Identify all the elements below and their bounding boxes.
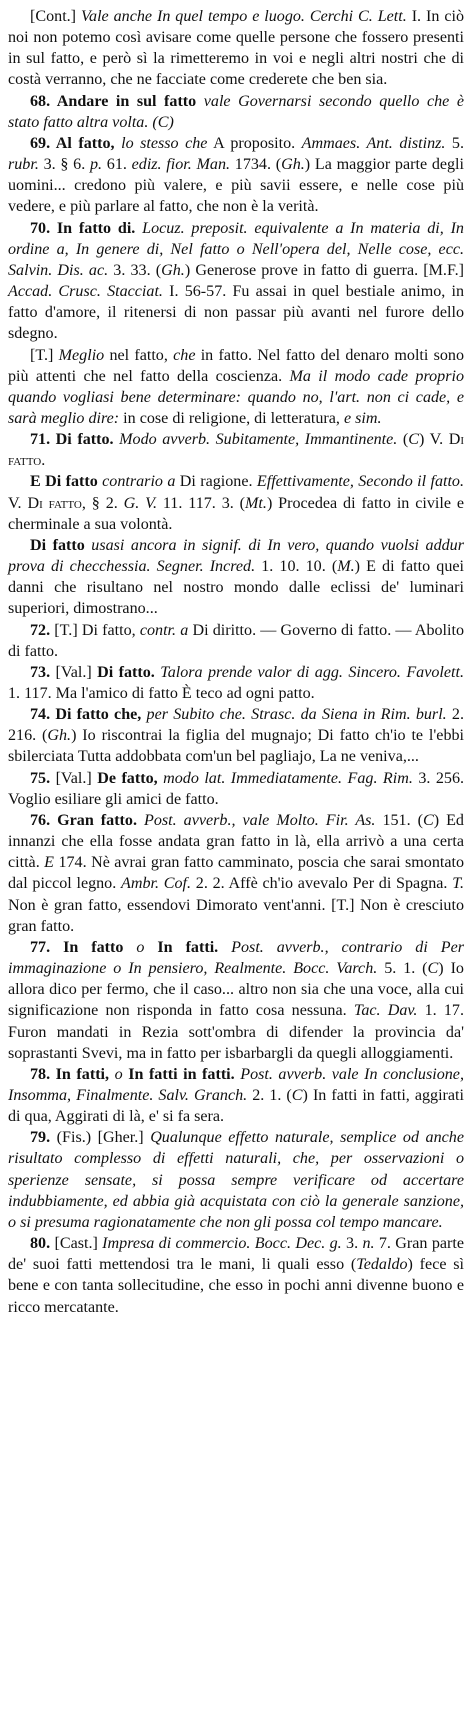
entry-s79-headword: 79.: [30, 1129, 51, 1147]
entry-s79: [8, 1127, 464, 1233]
entry-s69-text: A proposito.: [207, 134, 302, 152]
entry-s80-italic-text: Tedaldo: [356, 1256, 408, 1274]
entry-s78-text: 2. 1. (: [247, 1086, 292, 1104]
entry-s77-text: ) Io allora dico per fermo, che il caso... altro non sia che una voce, alla cui significazione non risponda in fatto cosa nessuna.: [8, 960, 464, 1020]
entry-s73-headword: Di fatto.: [97, 663, 155, 681]
entry-s77: [8, 937, 464, 1064]
entry-s78: [8, 1064, 464, 1127]
entry-s71-cross-ref: Di fatto.: [8, 431, 465, 470]
entry-s71b-italic-text: G. V.: [123, 494, 157, 512]
entry-s76-text: 2. 2. Affè ch'io avevalo Per di Spagna.: [191, 875, 453, 893]
entry-s73-text: [Val.]: [50, 663, 98, 681]
entry-cont-text: [Cont.]: [30, 8, 81, 25]
entry-s71c-italic-text: M.: [337, 558, 355, 576]
entry-s71c-headword: Di fatto: [30, 536, 85, 554]
entry-s68-italic-text: (C): [152, 113, 174, 131]
entry-s71b-text: , § 2.: [81, 494, 124, 512]
entry-s75-headword: 75.: [30, 769, 51, 787]
entry-s72: [8, 620, 464, 662]
entry-s71b-italic-text: Mt.: [245, 494, 267, 512]
entry-s71-text: ) V.: [418, 431, 449, 449]
entry-s74-italic-text: Gh.: [47, 727, 72, 745]
entry-s69-headword: 69. Al fatto,: [30, 134, 115, 152]
entry-cont-italic-text: Vale anche In quel tempo e luogo. Cerchi C. Lett.: [80, 8, 407, 25]
entry-s71c-text: ) E di fatto quei danni che risultano nel nostro mondo dalle eclissi de' luminari superiori, dimostrano...: [8, 558, 464, 618]
entry-s71b-text: V.: [8, 494, 28, 512]
entry-s68-headword: 68. Andare in sul fatto: [30, 92, 197, 110]
entry-s79-italic-text: Qualunque effetto naturale, semplice od anche risultato complesso di effetti naturali, che, per osservazioni o sperienze sensate, si possa sempre verificare od accertare indubbiamente, ed abbia già acquistata con ciò la generale sanzione, o si presuma ragionatamente che non gli possa col tempo mancare.: [8, 1129, 464, 1231]
entry-s74: [8, 704, 464, 767]
entry-s78-italic-text: o: [114, 1065, 123, 1083]
entry-s72-text: Di diritto. — Governo di fatto. — Abolito di fatto.: [8, 621, 464, 660]
entry-s76-text: 174. Nè avrai gran fatto camminato, poscia che sarai smontato dal piccol legno.: [8, 854, 464, 893]
entry-s76-italic-text: E: [44, 854, 55, 872]
entry-s71c-text: 1. 10. 10. (: [255, 558, 338, 576]
entry-s70t-italic-text: Meglio: [58, 346, 105, 364]
entry-s70t-text: in fatto. Nel fatto del denaro molti sono più attenti che nel fatto della coscienza.: [8, 346, 464, 385]
entry-s71c: [8, 535, 464, 620]
entry-s73: [8, 662, 464, 704]
entry-s72-headword: 72.: [30, 621, 51, 639]
entry-s74-text: 2. 216. (: [8, 706, 464, 745]
entry-s70-text: 3. 33. (: [108, 261, 162, 279]
entry-s71-italic-text: Modo avverb. Subitamente, Immantinente.: [119, 431, 398, 449]
entry-s72-text: [T.] Di fatto,: [50, 621, 140, 639]
entry-s70t: [8, 345, 464, 430]
entry-s69-italic-text: lo stesso che: [121, 134, 208, 152]
entry-s80-italic-text: n.: [362, 1235, 375, 1253]
entry-s70-italic-text: Locuz. preposit. equivalente a In materia di, In ordine a, In genere di, Nel fatto o Nell'opera del, Nelle cose, ecc. Salvin. Dis. ac.: [8, 219, 464, 279]
entry-s69-text: 61.: [102, 156, 132, 174]
entry-s70-italic-text: Accad. Crusc. Stacciat.: [8, 283, 163, 301]
entry-s77-headword: 77. In fatto: [30, 938, 124, 956]
entry-s68-text: [196, 93, 204, 110]
entry-s74-headword: 74. Di fatto che,: [30, 706, 142, 724]
entry-s71b-italic-text: Effettivamente, Secondo il fatto.: [256, 473, 465, 491]
entry-s78-headword: 78. In fatti,: [30, 1065, 110, 1083]
entry-s71b-text: ) Procedea di fatto in civile e cherminale a sua volontà.: [8, 494, 464, 533]
entry-s69-italic-text: p.: [89, 156, 103, 174]
entry-s78-italic-text: Post. avverb. vale In conclusione, Insomma, Finalmente. Salv. Granch.: [8, 1065, 464, 1104]
entry-s76-text: Non è gran fatto, essendovi Dimorato vent'anni. [T.] Non è cresciuto gran fatto.: [8, 896, 464, 935]
entry-s75-text: [Val.]: [50, 769, 98, 787]
entry-s70t-italic-text: che: [173, 346, 196, 364]
entry-s71b-italic-text: contrario a: [102, 473, 176, 491]
entry-s70t-italic-text: Ma il modo cade proprio quando vogliasi bene determinare: quando no, l'art. non ci cade, e sarà meglio dire:: [8, 367, 464, 427]
entry-s74-text: ) Io riscontrai la figlia del mugnajo; Di fatto ch'io te l'ebbi sbilerciata Tutta addobbata com'un bel pagliajo, La ne veniva,...: [8, 727, 465, 766]
entry-s69-italic-text: rubr.: [8, 156, 39, 174]
entry-s76-headword: 76. Gran fatto.: [30, 811, 137, 829]
entry-s69-text: 3. § 6.: [38, 156, 90, 174]
entry-s71b-headword: E Di fatto: [30, 473, 98, 491]
entry-s80-italic-text: Impresa di commercio. Bocc. Dec. g.: [102, 1235, 342, 1253]
entry-s69-italic-text: Ammaes. Ant. distinz.: [301, 134, 446, 152]
entry-s80-text: [Cast.]: [50, 1235, 103, 1253]
entry-s78-italic-text: C: [291, 1086, 303, 1104]
entry-s77-text: [123, 939, 136, 956]
entry-s80-text: 7. Gran parte de' suoi fatti mettendosi tra le mani, li quali esso (: [8, 1235, 464, 1274]
entry-s71b-cross-ref: Di fatto: [27, 494, 82, 512]
entry-s70-text: ) Generose prove in fatto di guerra. [M.F.]: [184, 261, 464, 279]
entry-s71c-italic-text: usasi ancora in signif. di In vero, quando vuolsi addur prova di checchessia. Segner. Incred.: [8, 536, 464, 576]
entry-s76-text: [137, 812, 144, 829]
entry-s80: [8, 1233, 464, 1318]
entry-s76-text: 151. (: [375, 811, 423, 829]
entry-s76-italic-text: Ambr. Cof.: [121, 875, 192, 893]
entry-s78-headword: In fatti in fatti.: [128, 1065, 235, 1083]
entry-s77-text: 1. 17. Furon mandati in Rezia sott'ombra di difender la provincia da' soprastanti Svevi, ma in fatto per isbarbargli da quegli alloggiamenti.: [8, 1002, 465, 1062]
entry-s71b: [8, 471, 464, 534]
entry-s71: [8, 429, 464, 471]
entry-s77-text: [144, 939, 157, 956]
entry-s71-italic-text: C: [408, 431, 419, 449]
entry-s80-text: ) fece sì bene e con tanta sollecitudine, che esso in pochi anni divenne buono e ricco mercatante.: [8, 1256, 464, 1316]
entry-s71-headword: 71. Di fatto.: [30, 431, 114, 449]
entry-s74-italic-text: per Subito che. Strasc. da Siena in Rim. burl.: [146, 706, 447, 724]
entry-s76-italic-text: Post. avverb., vale Molto. Fir. As.: [144, 811, 376, 829]
entry-s69-text: ) La maggior parte degli uomini... credono più valere, e più savii essere, e nelle cose più vedere, e più parlare al fatto, che non è la verità.: [8, 156, 465, 216]
entry-s69-italic-text: ediz. fior. Man.: [131, 156, 231, 174]
entry-s76: [8, 810, 464, 937]
entry-s80-text: 3.: [341, 1235, 363, 1253]
entry-cont-text: I. In ciò noi non potemo così avisare come quelle persone che fossero presenti in sul fatto, e però sì la rimetteremo in voi e negli altri nostri che di costà verranno, che ne facciate come crederete che ben sia.: [8, 8, 464, 89]
entry-cont: [8, 6, 464, 91]
entry-s71-text: (: [397, 431, 409, 449]
entry-s73-headword: 73.: [30, 663, 51, 681]
entry-s71b-text: Di ragione.: [175, 473, 257, 491]
entry-s75-headword: De fatto,: [97, 769, 158, 787]
dictionary-entries: [8, 6, 464, 1318]
entry-s77-text: [218, 939, 231, 956]
entry-s76-italic-text: T.: [452, 875, 464, 893]
entry-s68: [8, 91, 464, 133]
entry-s77-italic-text: C: [427, 960, 439, 978]
entry-s77-text: 5. 1. (: [377, 960, 428, 978]
entry-s71b-text: 11. 117. 3. (: [156, 494, 246, 512]
entry-s70-headword: 70. In fatto di.: [30, 219, 136, 237]
entry-s78-text: ) In fatti in fatti, aggirati di qua, Aggirati di là, e' si fa sera.: [8, 1086, 465, 1126]
entry-s70: [8, 218, 464, 345]
entry-s70t-text: in cose di religione, di letteratura,: [119, 409, 344, 427]
entry-s70t-text: [T.]: [30, 346, 59, 364]
entry-s69: [8, 133, 464, 218]
entry-s69-text: 1734. (: [230, 156, 282, 174]
entry-s76-italic-text: C: [422, 811, 434, 829]
entry-s68-italic-text: vale Governarsi secondo quello che è stato fatto altra volta.: [8, 92, 464, 131]
entry-s77-italic-text: Post. avverb., contrario di Per immaginazione o In pensiero, Realmente. Bocc. Varch.: [8, 938, 465, 978]
entry-s80-headword: 80.: [30, 1235, 51, 1253]
entry-s72-italic-text: contr. a: [139, 621, 189, 639]
entry-s77-italic-text: o: [136, 938, 145, 956]
entry-s70-text: I. 56-57. Fu assai in quel bestiale animo, in fatto d'amore, il ritenersi di non passar più avanti nel furore dello sdegno.: [8, 283, 465, 343]
entry-s70-italic-text: Gh.: [161, 261, 185, 279]
entry-s73-italic-text: Talora prende valor di agg. Sincero. Favolett.: [160, 663, 464, 681]
entry-s75-italic-text: modo lat. Immediatamente. Fag. Rim.: [163, 769, 413, 787]
entry-s75-text: 3. 256. Voglio esiliare gli amici de fatto.: [8, 769, 465, 808]
entry-s73-text: 1. 117. Ma l'amico di fatto È teco ad ogni patto.: [8, 685, 315, 702]
entry-s77-italic-text: Tac. Dav.: [353, 1002, 418, 1020]
entry-s69-text: 5.: [445, 134, 464, 152]
entry-s79-text: (Fis.) [Gher.]: [50, 1129, 151, 1147]
entry-s70t-italic-text: e sim.: [343, 409, 382, 427]
entry-s77-headword: In fatti.: [157, 938, 219, 956]
entry-s70t-text: nel fatto,: [104, 346, 174, 364]
entry-s75: [8, 768, 464, 810]
entry-s69-italic-text: Gh.: [281, 156, 305, 174]
entry-s76-text: ) Ed innanzi che ella fosse andata gran fatto in là, ella arrivò a una certa città.: [8, 811, 464, 872]
